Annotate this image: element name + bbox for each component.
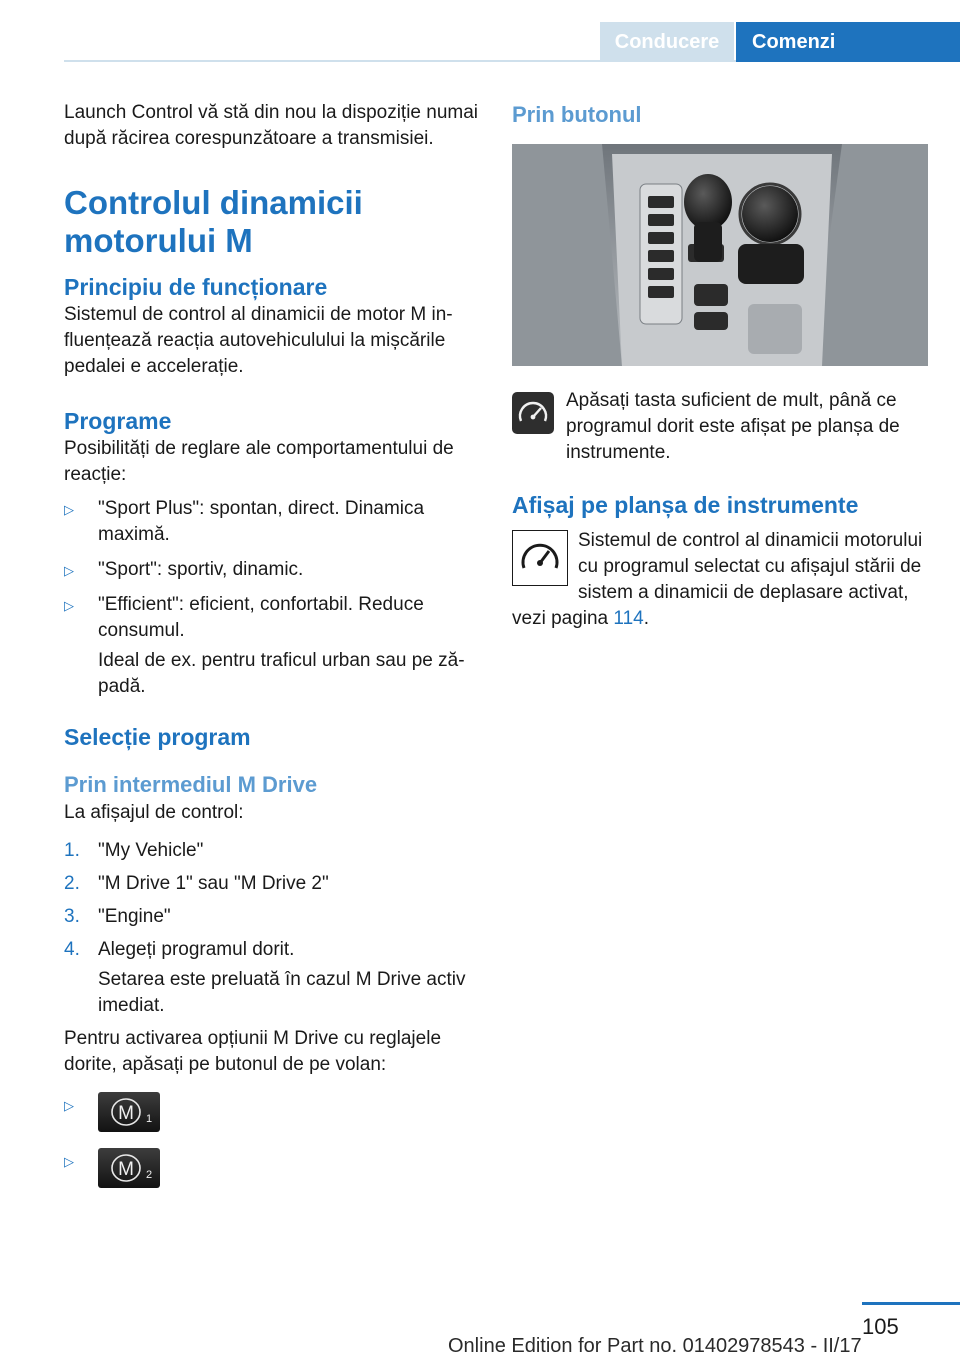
steps-list: [64, 838, 480, 1019]
principle-paragraph: Sistemul de control al dinamicii de motor M influențează reacția autovehiculului la mișcările pedalei e accelerație.: [64, 304, 453, 377]
display-paragraph: [512, 528, 928, 632]
step-4-note: Setarea este preluată în cazul M Drive activ imediat.: [98, 969, 466, 1016]
step-text: Alegeți programul dorit.: [98, 939, 295, 960]
svg-text:M: M: [118, 1103, 134, 1124]
intro-paragraph: Launch Control vă stă din nou la dispoziție numai după răcirea corespunzătoare a transmisiei.: [64, 102, 479, 149]
m2-button-icon: [98, 1148, 160, 1188]
footer-rule: [862, 1302, 960, 1305]
programs-heading: Programe: [64, 408, 172, 434]
triangle-bullet-icon: ▷: [64, 1098, 74, 1113]
step-text: "My Vehicle": [98, 840, 204, 861]
left-column: [64, 100, 480, 1199]
list-item: [64, 557, 480, 583]
list-item: [64, 937, 480, 1019]
press-paragraph: Apăsați tasta suficient de mult, până ce programul dorit este afișat pe planșa de instrumente.: [566, 390, 900, 463]
select-heading: Selecție program: [64, 724, 251, 750]
principle-heading: Principiu de funcționare: [64, 274, 328, 300]
list-item: [64, 496, 480, 548]
step-number: 4.: [64, 939, 80, 960]
edition-footer: Online Edition for Part no. 01402978543 - II/17: [448, 1335, 862, 1357]
program-sport-plus: "Sport Plus": spontan, direct. Dinamica maximă.: [98, 498, 425, 545]
center-console-photo: [512, 144, 928, 366]
display-text-end: .: [643, 608, 649, 629]
display-text: Sistemul de control al dinamicii motorului cu programul selectat cu afișajul stării de sistem a dinamicii de deplasare activat, vezi pagina: [512, 530, 923, 629]
mdrive-heading: Prin intermediul M Drive: [64, 772, 318, 797]
small-gauge-icon: [512, 392, 554, 442]
programs-paragraph: Posibilități de reglare ale comportamentului de reacție:: [64, 438, 454, 485]
display-heading: Afișaj pe planșa de instrumente: [512, 492, 859, 518]
press-row: [512, 388, 928, 466]
list-item: [64, 592, 480, 700]
tab-conducere[interactable]: Conducere: [600, 22, 734, 62]
step-text: "Engine": [98, 906, 171, 927]
tab-comenzi[interactable]: Comenzi: [736, 22, 960, 62]
right-column: [512, 100, 928, 632]
step-number: 3.: [64, 906, 80, 927]
section-title: Controlul dinamicii motorului M: [64, 184, 363, 259]
large-gauge-icon: [512, 530, 568, 594]
display-row: [512, 528, 928, 632]
triangle-bullet-icon: ▷: [64, 598, 74, 613]
step-number: 1.: [64, 840, 80, 861]
page-114-link[interactable]: 114: [613, 608, 644, 629]
activate-paragraph: Pentru activarea opțiunii M Drive cu reglajele dorite, apăsați pe butonul de pe volan:: [64, 1028, 442, 1075]
svg-text:2: 2: [146, 1169, 153, 1181]
svg-text:M: M: [118, 1159, 134, 1180]
list-item: [64, 1092, 480, 1134]
list-item: [64, 904, 480, 930]
triangle-bullet-icon: ▷: [64, 1154, 74, 1169]
program-efficient: "Efficient": eficient, confortabil. Reduce consumul.: [98, 594, 424, 641]
page-number: 105: [862, 1314, 899, 1339]
triangle-bullet-icon: ▷: [64, 563, 74, 578]
step-text: "M Drive 1" sau "M Drive 2": [98, 873, 329, 894]
list-item: [64, 871, 480, 897]
m1-button-icon: [98, 1092, 160, 1132]
list-item: [64, 838, 480, 864]
list-item: [64, 1148, 480, 1190]
control-display-text: La afișajul de control:: [64, 802, 244, 823]
button-heading: Prin butonul: [512, 102, 642, 127]
program-efficient-note: Ideal de ex. pentru traficul urban sau pe zăpadă.: [98, 650, 465, 697]
svg-text:1: 1: [146, 1113, 153, 1125]
program-sport: "Sport": sportiv, dinamic.: [98, 559, 304, 580]
step-number: 2.: [64, 873, 80, 894]
programs-list: [64, 496, 480, 700]
triangle-bullet-icon: ▷: [64, 502, 74, 517]
